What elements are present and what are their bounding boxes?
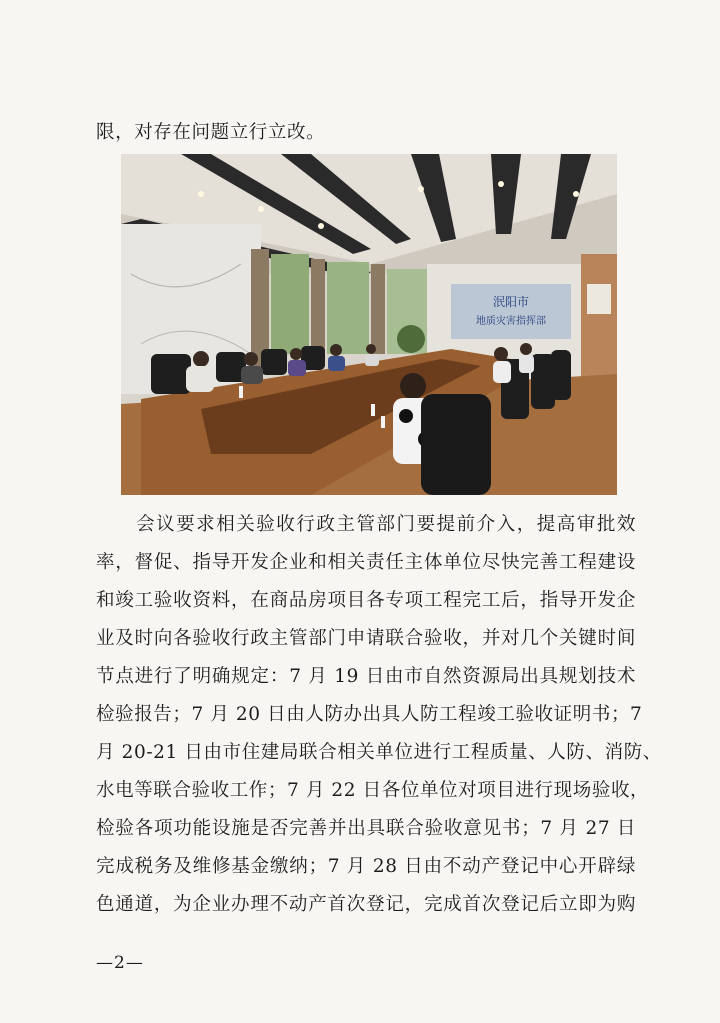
- sign-text-line2: 地质灾害指挥部: [476, 316, 546, 327]
- paragraph-line-4: 业及时向各验收行政主管部门申请联合验收，并对几个关键时间: [96, 628, 636, 649]
- page-number: —2—: [96, 953, 144, 973]
- paragraph-line-2: 率，督促、指导开发企业和相关责任主体单位尽快完善工程建设: [96, 552, 636, 573]
- paragraph-line-5: 节点进行了明确规定：7 月 19 日由市自然资源局出具规划技术: [96, 666, 636, 687]
- sign-text-line1: 泯阳市: [492, 295, 530, 309]
- paragraph-line-11: 色通道，为企业办理不动产首次登记，完成首次登记后立即为购: [96, 894, 636, 915]
- paragraph-line-10: 完成税务及维修基金缴纳；7 月 28 日由不动产登记中心开辟绿: [96, 856, 636, 877]
- paragraph-line-7: 月 20-21 日由市住建局联合相关单位进行工程质量、人防、消防、: [96, 742, 662, 763]
- paragraph-line-6: 检验报告；7 月 20 日由人防办出具人防工程竣工验收证明书；7: [96, 704, 643, 725]
- paragraph-line-1: 会议要求相关验收行政主管部门要提前介入，提高审批效: [96, 514, 636, 535]
- paragraph-line-8: 水电等联合验收工作；7 月 22 日各位单位对项目进行现场验收，: [96, 780, 650, 801]
- meeting-photo: [121, 154, 617, 495]
- paragraph-line-9: 检验各项功能设施是否完善并出具联合验收意见书；7 月 27 日: [96, 818, 636, 839]
- top-text-line: 限，对存在问题立行立改。: [96, 122, 326, 143]
- paragraph-line-3: 和竣工验收资料，在商品房项目各专项工程完工后，指导开发企: [96, 590, 636, 611]
